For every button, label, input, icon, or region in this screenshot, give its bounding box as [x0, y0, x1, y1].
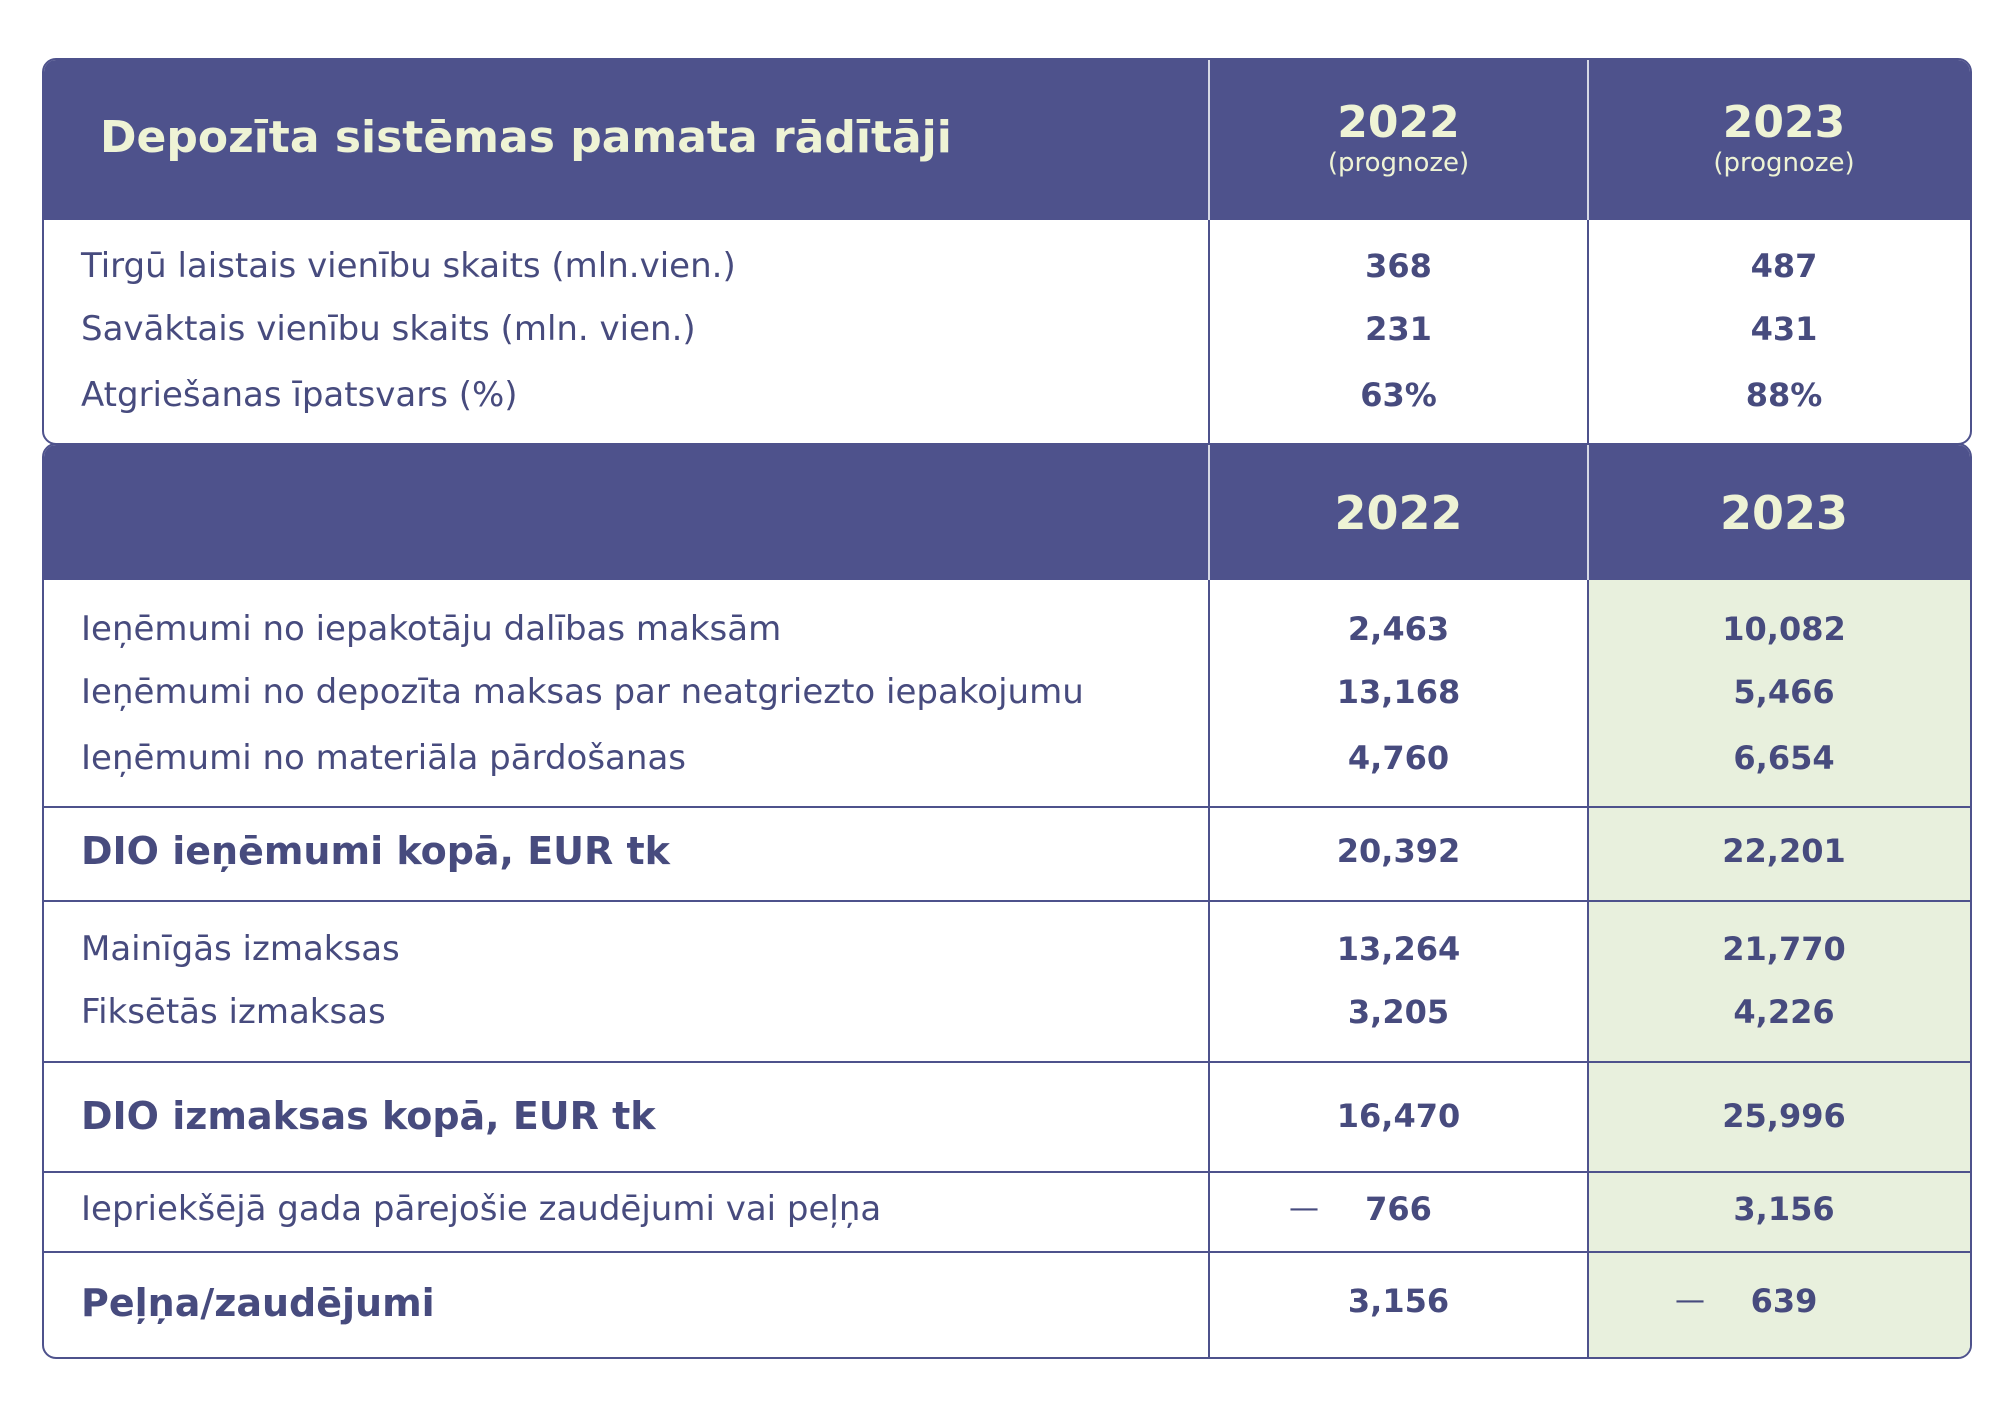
row-value-2023: 431 — [1750, 310, 1818, 348]
row-label: Tirgū laistais vienību skaits (mln.vien.) — [81, 246, 736, 286]
row-label: Atgriešanas īpatsvars (%) — [81, 375, 518, 415]
carryover-label: Iepriekšējā gada pārejošie zaudējumi vai peļņa — [81, 1189, 882, 1229]
column-note-2022: (prognoze) — [1327, 148, 1470, 178]
row-value-2023: 21,770 — [1722, 930, 1846, 968]
row-value-2023: 6,654 — [1733, 739, 1835, 777]
row-value-2022: 368 — [1365, 247, 1432, 285]
row-separator — [44, 1251, 1970, 1253]
row-value-2022: 13,168 — [1336, 673, 1461, 711]
column-year-2022: 2022 — [1334, 486, 1463, 540]
column-note-2023: (prognoze) — [1713, 148, 1855, 178]
row-label: Ieņēmumi no depozīta maksas par neatgriezto iepakojumu — [81, 672, 1084, 712]
row-value-2022: 2,463 — [1347, 610, 1450, 648]
row-label: Savāktais vienību skaits (mln. vien.) — [81, 309, 696, 349]
row-label: Ieņēmumi no materiāla pārdošanas — [81, 738, 686, 778]
revenue-total-2022: 20,392 — [1336, 832, 1461, 870]
carryover-2023: 3,156 — [1733, 1190, 1835, 1228]
row-value-2023: 5,466 — [1733, 673, 1835, 711]
financial-table — [42, 443, 1972, 1359]
column-year-2022: 2022 — [1337, 97, 1460, 148]
profit-2022: 3,156 — [1347, 1282, 1450, 1320]
key-indicators-table — [42, 58, 1972, 445]
carryover-2022: 766 — [1365, 1190, 1432, 1228]
row-separator — [44, 900, 1970, 902]
row-separator — [44, 1171, 1970, 1173]
row-value-2023: 4,226 — [1733, 993, 1835, 1031]
row-label: Ieņēmumi no iepakotāju dalības maksām — [81, 609, 782, 649]
profit-2023: 639 — [1750, 1282, 1818, 1320]
column-year-2023: 2023 — [1722, 97, 1846, 148]
row-value-2023: 487 — [1750, 247, 1818, 285]
row-value-2022: 3,205 — [1347, 993, 1450, 1031]
column-year-2023: 2023 — [1719, 486, 1849, 540]
table-title: Depozīta sistēmas pamata rādītāji — [100, 112, 952, 163]
row-label: Mainīgās izmaksas — [81, 929, 400, 969]
row-separator — [44, 1061, 1970, 1063]
row-value-2023: 88% — [1745, 376, 1823, 414]
revenue-total-label: DIO ieņēmumi kopā, EUR tk — [81, 829, 670, 873]
negative-sign: — — [1289, 1191, 1319, 1226]
row-value-2023: 10,082 — [1722, 610, 1846, 648]
cost-total-2022: 16,470 — [1336, 1097, 1461, 1135]
revenue-total-2023: 22,201 — [1722, 832, 1846, 870]
profit-label: Peļņa/zaudējumi — [81, 1281, 435, 1325]
row-value-2022: 4,760 — [1347, 739, 1450, 777]
row-separator — [44, 806, 1970, 808]
negative-sign: — — [1675, 1283, 1705, 1318]
cost-total-label: DIO izmaksas kopā, EUR tk — [81, 1094, 656, 1138]
row-value-2022: 63% — [1360, 376, 1437, 414]
row-value-2022: 13,264 — [1336, 930, 1461, 968]
cost-total-2023: 25,996 — [1722, 1097, 1846, 1135]
row-label: Fiksētās izmaksas — [81, 992, 386, 1032]
row-value-2022: 231 — [1365, 310, 1432, 348]
